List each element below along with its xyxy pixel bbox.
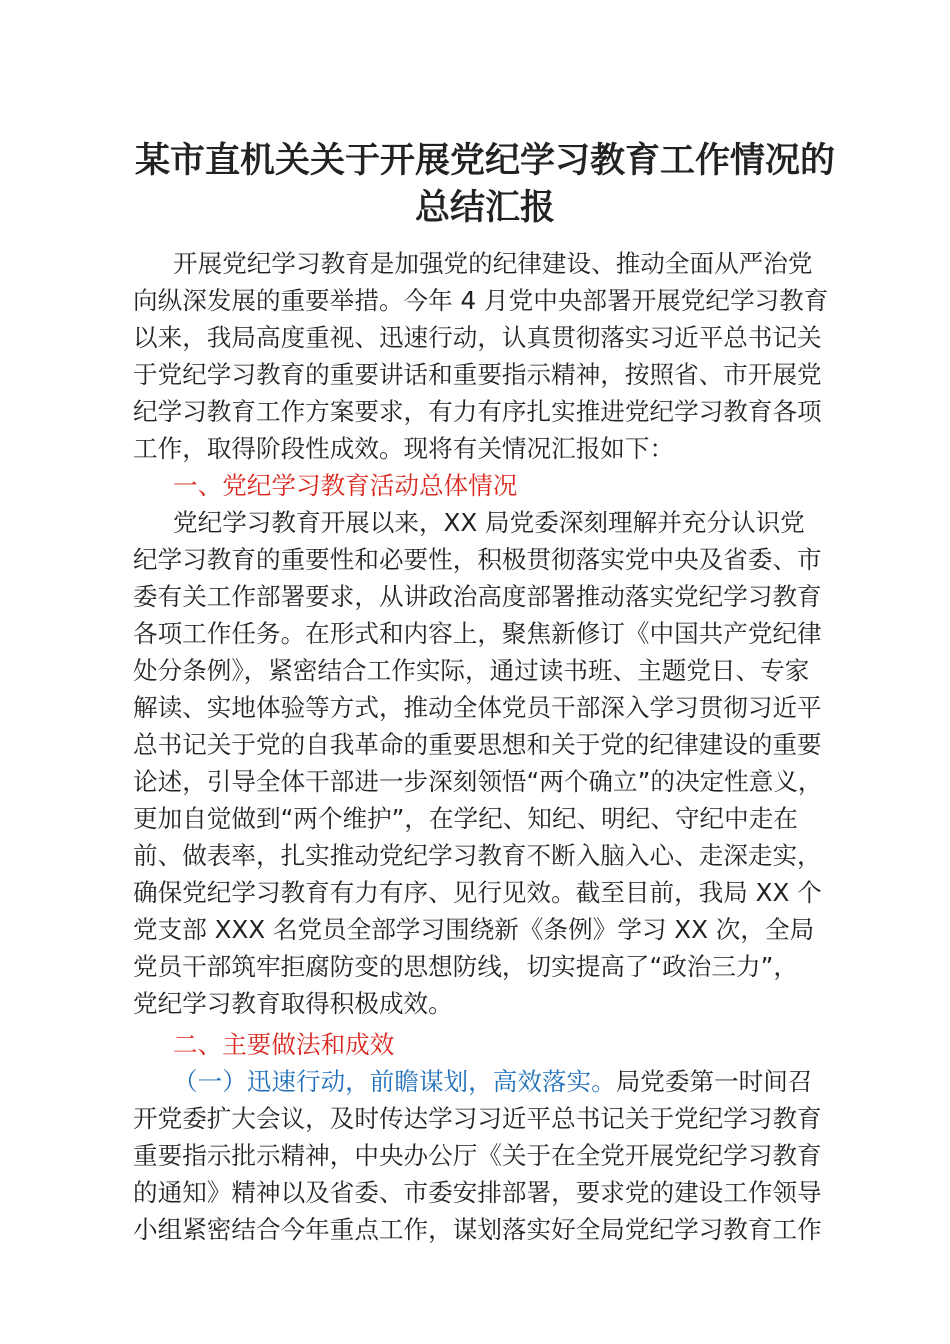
intro-line: 纪学习教育工作方案要求，有力有序扎实推进党纪学习教育各项 [133, 397, 822, 426]
document-title-line-1: 某市直机关关于开展党纪学习教育工作情况的 [134, 141, 835, 181]
section-1-line: 更加自觉做到“两个维护”，在学纪、知纪、明纪、守纪中走在 [133, 804, 798, 833]
subsection-1-line: 小组紧密结合今年重点工作，谋划落实好全局党纪学习教育工作 [133, 1215, 822, 1244]
subsection-1-heading: （一）迅速行动，前瞻谋划，高效落实。 [173, 1067, 616, 1096]
section-1-line: 纪学习教育的重要性和必要性，积极贯彻落实党中央及省委、市 [133, 545, 822, 574]
section-1-line: 论述，引导全体干部进一步深刻领悟“两个确立”的决定性意义， [133, 767, 823, 796]
section-1-line: 党支部 XXX 名党员全部学习围绕新《条例》学习 XX 次，全局 [133, 915, 815, 944]
intro-line: 工作，取得阶段性成效。现将有关情况汇报如下： [133, 434, 675, 463]
section-1-paragraph [133, 504, 853, 1022]
subsection-1-line: 重要指示批示精神，中央办公厅《关于在全党开展党纪学习教育 [133, 1141, 822, 1170]
section-1-line: 处分条例》，紧密结合工作实际，通过读书班、主题党日、专家 [133, 656, 810, 685]
section-1-line: 解读、实地体验等方式，推动全体党员干部深入学习贯彻习近平 [133, 693, 822, 722]
section-1-line: 确保党纪学习教育有力有序、见行见效。截至目前，我局 XX 个 [133, 878, 822, 907]
intro-line: 于党纪学习教育的重要讲话和重要指示精神，按照省、市开展党 [133, 360, 822, 389]
document-title-line-2: 总结汇报 [414, 188, 555, 228]
section-1-line: 前、做表率，扎实推动党纪学习教育不断入脑入心、走深走实， [133, 841, 822, 870]
subsection-1-first-line [133, 1063, 853, 1100]
intro-line: 向纵深发展的重要举措。今年 4 月党中央部署开展党纪学习教育 [133, 286, 829, 315]
intro-line: 以来，我局高度重视、迅速行动，认真贯彻落实习近平总书记关 [133, 323, 822, 352]
section-1-line: 党纪学习教育取得积极成效。 [133, 989, 453, 1018]
subsection-1-line: 开党委扩大会议，及时传达学习习近平总书记关于党纪学习教育 [133, 1104, 822, 1133]
subsection-1-paragraph [133, 1063, 853, 1248]
section-1-line: 委有关工作部署要求，从讲政治高度部署推动落实党纪学习教育 [133, 582, 822, 611]
section-2-heading-paragraph [133, 1026, 853, 1063]
subsection-1-line: 的通知》精神以及省委、市委安排部署，要求党的建设工作领导 [133, 1178, 822, 1207]
section-1-line: 总书记关于党的自我革命的重要思想和关于党的纪律建设的重要 [133, 730, 822, 759]
section-1-line: 党纪学习教育开展以来，XX 局党委深刻理解并充分认识党 [173, 508, 805, 537]
section-1-heading: 一、党纪学习教育活动总体情况 [173, 471, 518, 500]
section-1-line: 各项工作任务。在形式和内容上，聚焦新修订《中国共产党纪律 [133, 619, 822, 648]
intro-line: 开展党纪学习教育是加强党的纪律建设、推动全面从严治党 [173, 249, 813, 278]
document-body [133, 245, 853, 1248]
section-2-heading: 二、主要做法和成效 [173, 1030, 395, 1059]
intro-paragraph [133, 245, 853, 467]
section-1-line: 党员干部筑牢拒腐防变的思想防线，切实提高了“政治三力”， [133, 952, 798, 981]
section-1-heading-paragraph [133, 467, 853, 504]
subsection-1-first-line-rest: 局党委第一时间召 [615, 1067, 813, 1096]
